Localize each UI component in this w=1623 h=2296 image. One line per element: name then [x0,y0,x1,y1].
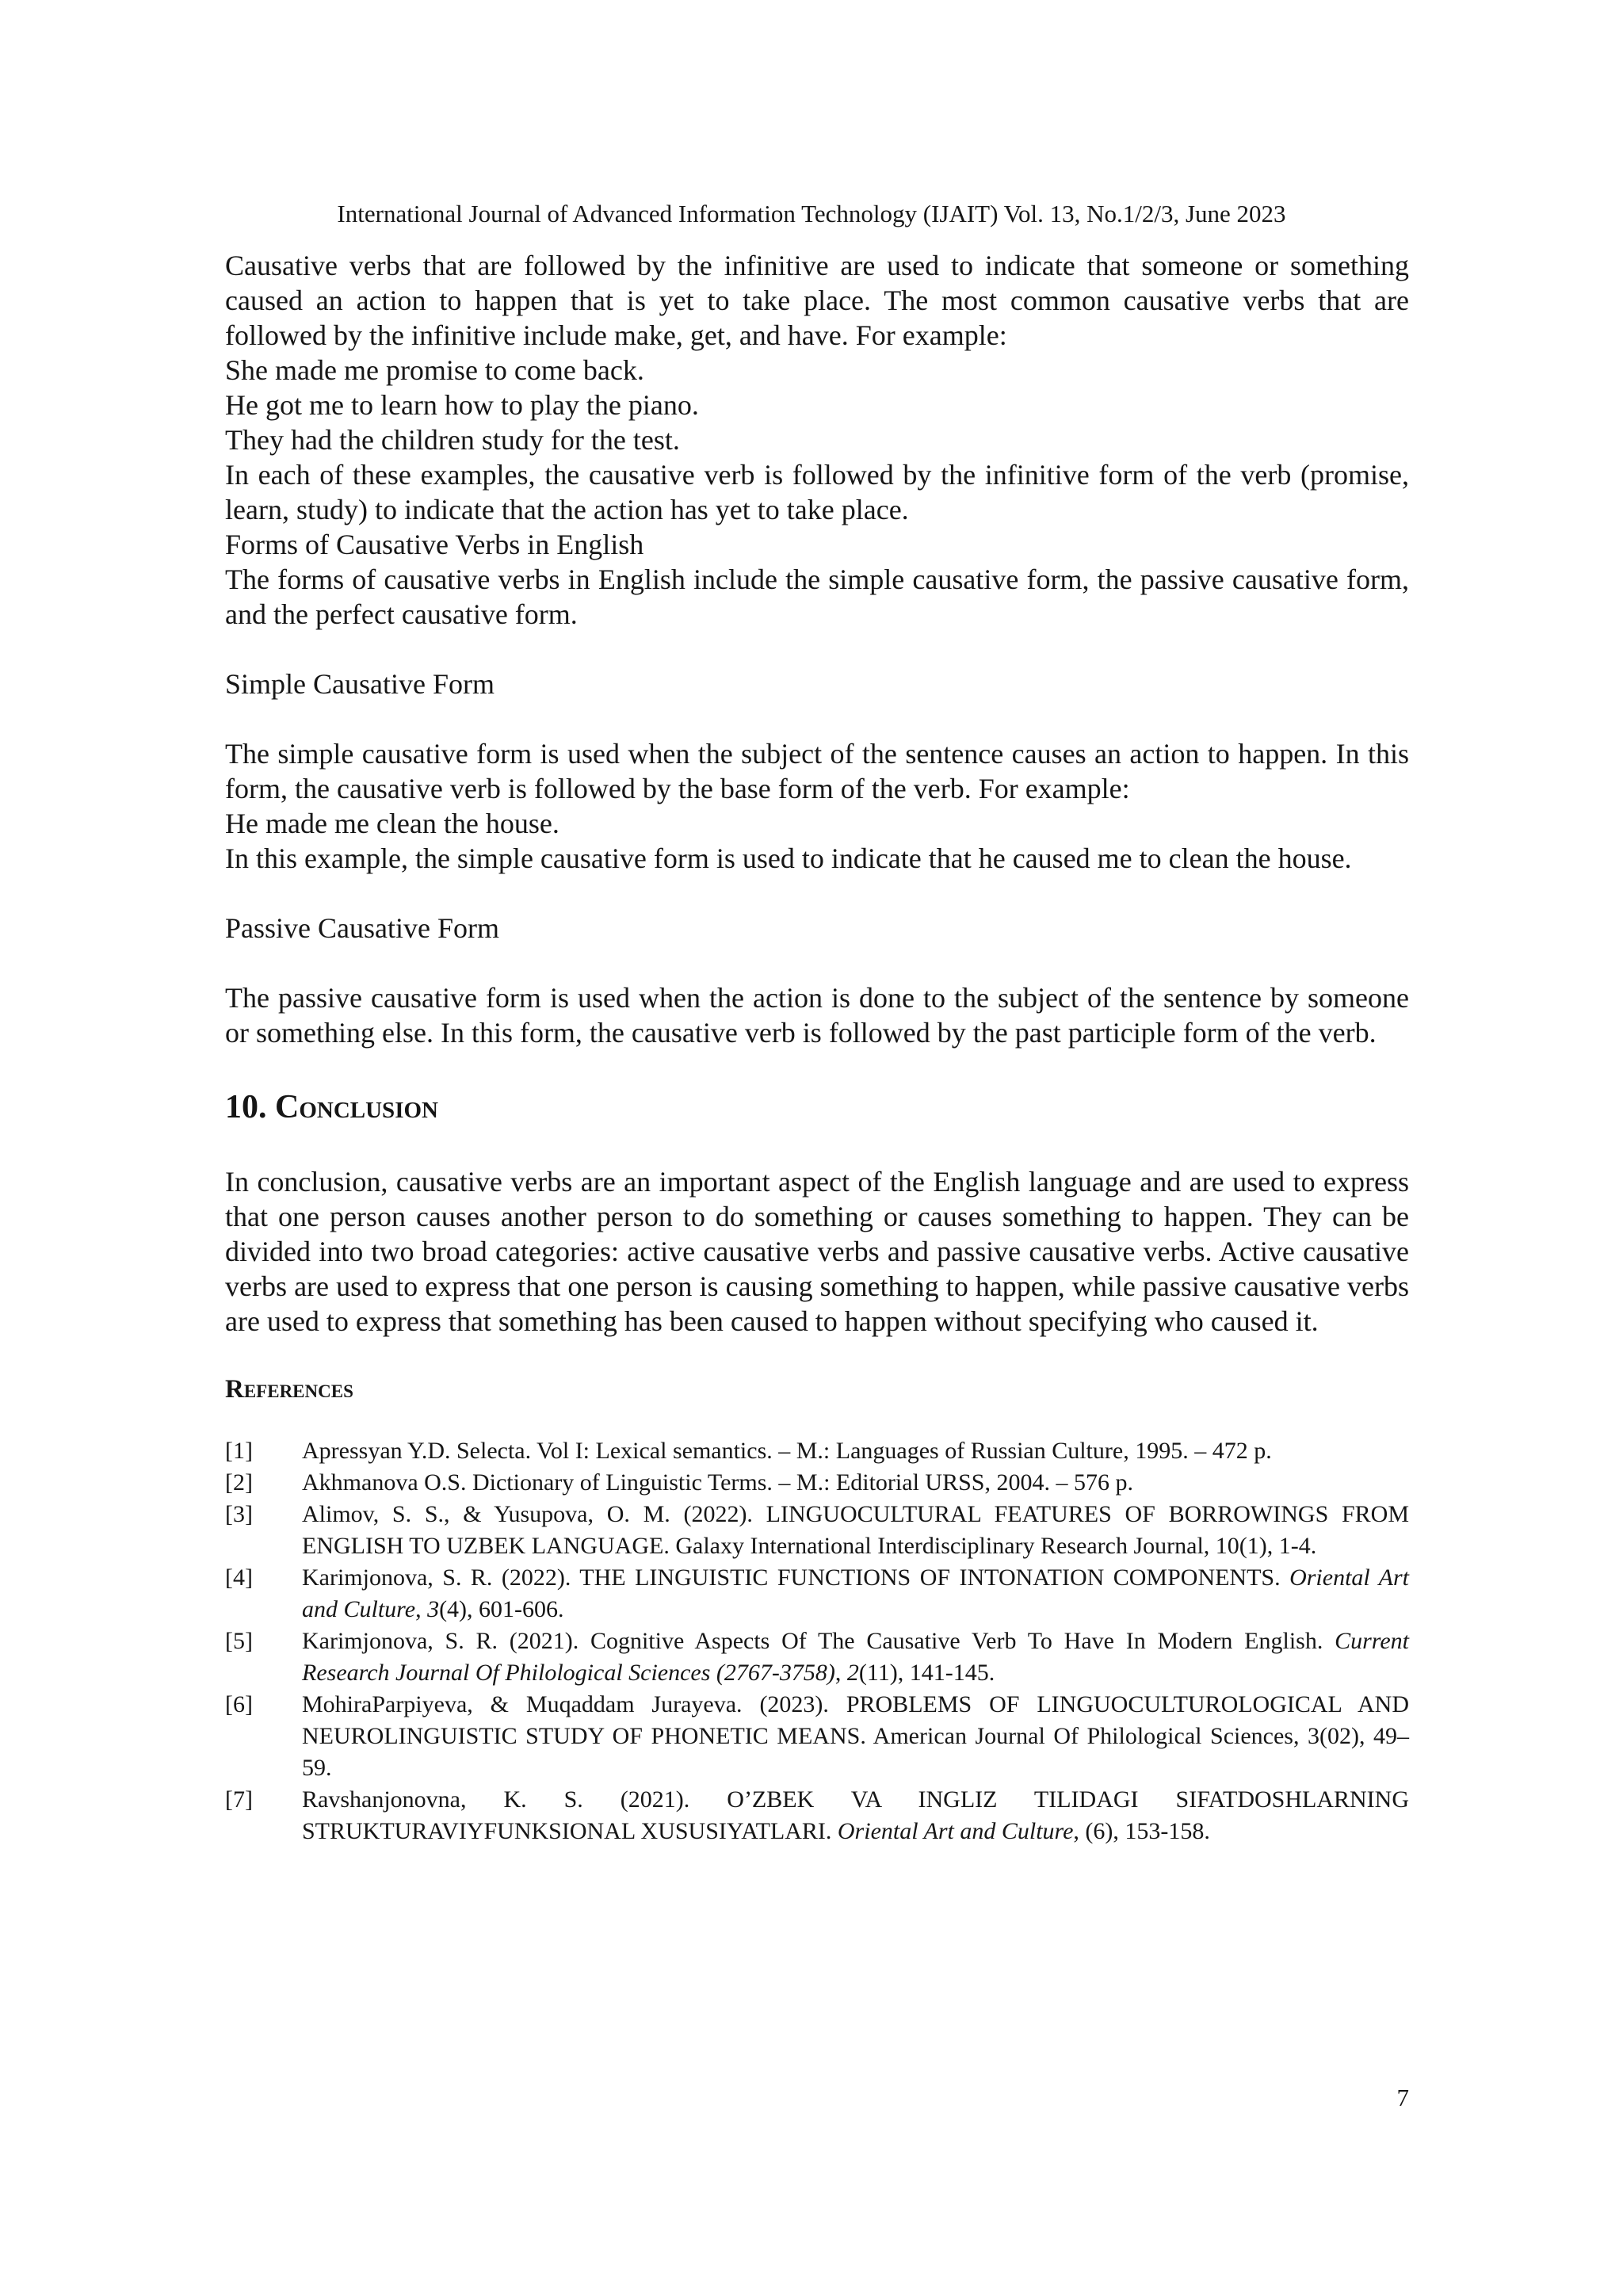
subsection-title: Passive Causative Form [225,912,499,944]
section-number: 10. [225,1089,267,1125]
body-column [225,248,1409,1847]
reference-number: [3] [225,1501,253,1527]
body-paragraph: In this example, the simple causative form is used to indicate that he caused me to clean the house. [225,842,1352,874]
reference-item: [1] Apressyan Y.D. Selecta. Vol I: Lexical semantics. – M.: Languages of Russian Culture, 1995. – 472 p. [225,1435,1409,1467]
body-paragraph: The forms of causative verbs in English include the simple causative form, the passive causative form, and the perfect causative form. [225,563,1409,630]
reference-number: [1] [225,1438,253,1464]
reference-item: [6] MohiraParpiyeva, & Muqaddam Jurayeva. (2023). PROBLEMS OF LINGUOCULTUROLOGICAL AND NEUROLINGUISTIC STUDY OF PHONETIC MEANS. American Journal Of Philological Sciences, 3(02), 49–59. [225,1689,1409,1784]
reference-list [225,1435,1409,1847]
body-paragraph: In each of these examples, the causative verb is followed by the infinitive form of the verb (promise, learn, study) to indicate that the action has yet to take place. [225,459,1409,525]
reference-item: [3] Alimov, S. S., & Yusupova, O. M. (2022). LINGUOCULTURAL FEATURES OF BORROWINGS FROM ENGLISH TO UZBEK LANGUAGE. Galaxy International Interdisciplinary Research Journal, 10(1), 1-4. [225,1499,1409,1562]
page-number: 7 [1396,2084,1409,2111]
reference-item: [7] Ravshanjonovna, K. S. (2021). O’ZBEK VA INGLIZ TILIDAGI SIFATDOSHLARNING STRUKTURAVIYFUNKSIONAL XUSUSIYATLARI. Oriental Art and Culture, (6), 153-158. [225,1784,1409,1847]
running-header: International Journal of Advanced Information Technology (IJAIT) Vol. 13, No.1/2/3, June 2023 [337,200,1286,227]
reference-item: [4] Karimjonova, S. R. (2022). THE LINGUISTIC FUNCTIONS OF INTONATION COMPONENTS. Oriental Art and Culture, 3(4), 601-606. [225,1562,1409,1626]
example-sentence: They had the children study for the test. [225,424,680,456]
subsection-title: Forms of Causative Verbs in English [225,529,644,560]
body-paragraph: The simple causative form is used when the subject of the sentence causes an action to happen. In this form, the causative verb is followed by the base form of the verb. For example: [225,738,1409,804]
subsection-title: Simple Causative Form [225,668,495,700]
body-paragraph: Causative verbs that are followed by the infinitive are used to indicate that someone or something caused an action to happen that is yet to take place. The most common causative verbs that are followed by the infinitive include make, get, and have. For example: [225,250,1409,351]
reference-item: [2] Akhmanova O.S. Dictionary of Linguistic Terms. – M.: Editorial URSS, 2004. – 576 p. [225,1467,1409,1499]
reference-number: [2] [225,1469,253,1496]
reference-number: [4] [225,1564,253,1591]
example-sentence: He made me clean the house. [225,808,559,839]
conclusion-paragraph: In conclusion, causative verbs are an important aspect of the English language and are used to express that one person causes another person to do something or causes something to happen. They can be divided into two broad categories: active causative verbs and passive causative verbs. Active causative verbs are used to express that one person is causing something to happen, while passive causative verbs are used to express that something has been caused to happen without specifying who caused it. [225,1166,1409,1337]
references-heading: References [225,1375,353,1404]
body-paragraph: The passive causative form is used when the action is done to the subject of the sentence by someone or something else. In this form, the causative verb is followed by the past participle form of the verb. [225,982,1409,1049]
section-title: Conclusion [275,1089,438,1125]
reference-number: [6] [225,1691,253,1717]
conclusion-heading [225,1087,1409,1128]
reference-number: [5] [225,1628,253,1654]
example-sentence: She made me promise to come back. [225,354,644,386]
example-sentence: He got me to learn how to play the piano. [225,389,699,421]
reference-number: [7] [225,1786,253,1813]
reference-item: [5] Karimjonova, S. R. (2021). Cognitive Aspects Of The Causative Verb To Have In Modern English. Current Research Journal Of Philological Sciences (2767-3758), 2(11), 141-145. [225,1626,1409,1689]
